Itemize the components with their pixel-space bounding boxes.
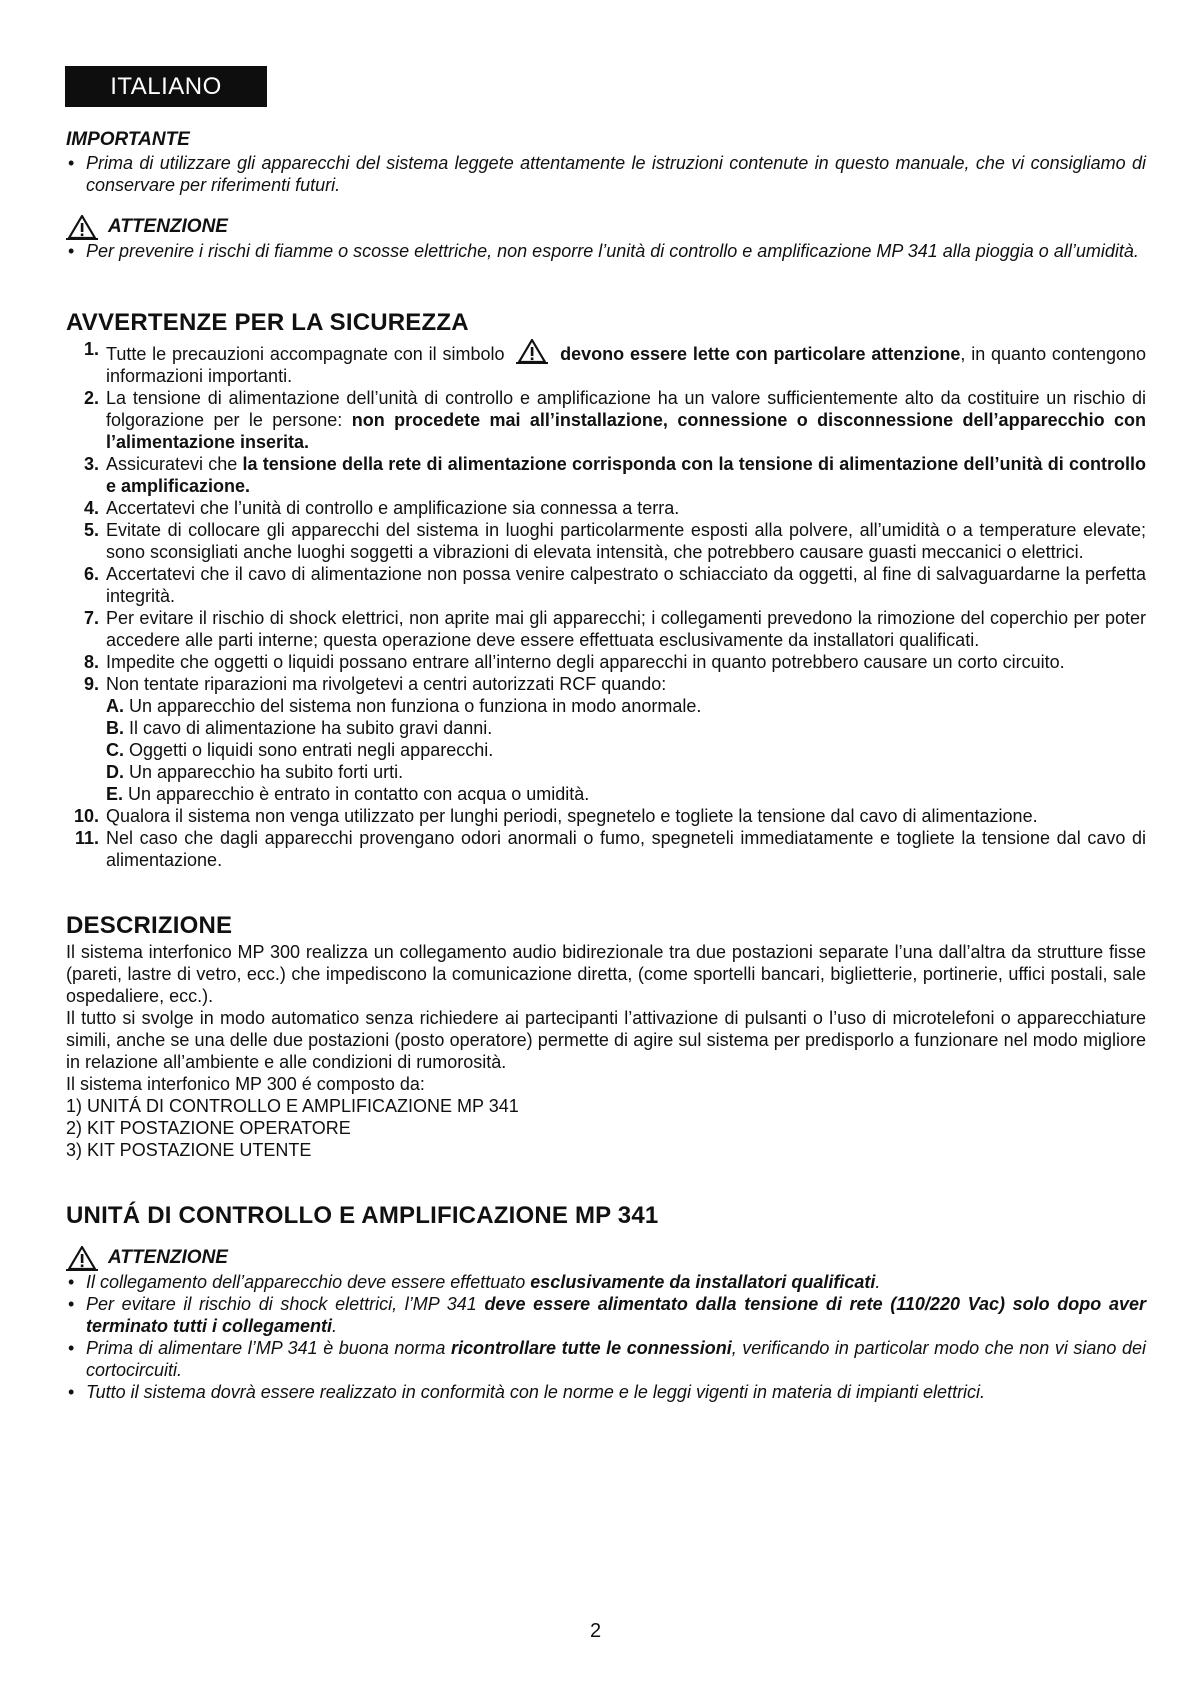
importante-title: IMPORTANTE bbox=[66, 129, 190, 150]
importante-list bbox=[66, 152, 1146, 196]
unita-bullet bbox=[66, 1337, 1146, 1381]
importante-section bbox=[66, 128, 1146, 196]
component-item: 1) UNITÁ DI CONTROLLO E AMPLIFICAZIONE MP 341 bbox=[66, 1096, 519, 1116]
unita-bullets bbox=[66, 1271, 1146, 1403]
warning-triangle-icon bbox=[66, 1245, 98, 1271]
attenzione-title-row bbox=[66, 214, 1146, 240]
item-number: 5. bbox=[83, 520, 99, 540]
item-text: Accertatevi che l’unità di controllo e amplificazione sia connessa a terra. bbox=[106, 498, 680, 518]
page-number: 2 bbox=[589, 1620, 602, 1642]
descrizione-section bbox=[66, 911, 1146, 1161]
item-number: 1. bbox=[83, 339, 99, 359]
item-number: 8. bbox=[83, 652, 99, 672]
bullet-text-post: , verificando in particolar modo che non vi siano dei cortocircuiti. bbox=[86, 1338, 1146, 1380]
sub-item-text: Un apparecchio è entrato in contatto con acqua o umidità. bbox=[123, 784, 590, 804]
item-number: 6. bbox=[83, 564, 99, 584]
item-number: 2. bbox=[83, 388, 99, 408]
safety-item bbox=[66, 338, 1146, 387]
bullet-text: Per evitare il rischio di shock elettrici, l’MP 341 bbox=[86, 1294, 485, 1314]
item-text-post: , in quanto contengono informazioni importanti. bbox=[106, 344, 1146, 386]
safety-item bbox=[66, 805, 1146, 827]
safety-item bbox=[66, 563, 1146, 607]
item-number: 11. bbox=[74, 828, 99, 848]
item-text: Impedite che oggetti o liquidi possano entrare all’interno degli apparecchi in quanto potrebbero causare un corto circuito. bbox=[106, 652, 1065, 672]
sub-item-letter: B. bbox=[106, 718, 124, 738]
sicurezza-heading: AVVERTENZE PER LA SICUREZZA bbox=[66, 309, 469, 336]
item-text: Assicuratevi che bbox=[106, 454, 243, 474]
importante-bullet: • Prima di utilizzare gli apparecchi del sistema leggete attentamente le istruzioni contenute in questo manuale, che vi consigliamo di conservare per riferimenti futuri. bbox=[66, 152, 1146, 196]
descrizione-paragraph: Il sistema interfonico MP 300 é composto da: bbox=[66, 1074, 425, 1094]
item-text: Tutte le precauzioni accompagnate con il simbolo bbox=[106, 344, 505, 364]
unita-bullet bbox=[66, 1293, 1146, 1337]
bullet-text-post: . bbox=[332, 1316, 338, 1336]
item-text: Per evitare il rischio di shock elettrici, non aprite mai gli apparecchi; i collegamenti prevedono la rimozione del coperchio per poter accedere alle parti interne; questa operazione deve essere effettuata esclusivamente da installatori qualificati. bbox=[106, 608, 1146, 650]
safety-item bbox=[66, 607, 1146, 651]
safety-item bbox=[66, 387, 1146, 453]
sub-item-text: Il cavo di alimentazione ha subito gravi danni. bbox=[124, 718, 493, 738]
item-bold-text: non procedete mai all’installazione, connessione o disconnessione dell’apparecchio con l’alimentazione inserita. bbox=[106, 410, 1146, 452]
sicurezza-section bbox=[66, 308, 1146, 871]
sub-item-letter: E. bbox=[106, 784, 124, 804]
safety-item bbox=[66, 673, 1146, 805]
sub-item bbox=[106, 717, 1146, 739]
sub-item-text: Un apparecchio del sistema non funziona o funziona in modo anormale. bbox=[124, 696, 702, 716]
unita-attenzione-title-row bbox=[66, 1245, 1146, 1271]
bullet-text: Il collegamento dell’apparecchio deve essere effettuato bbox=[86, 1272, 531, 1292]
descrizione-paragraph: Il sistema interfonico MP 300 realizza un collegamento audio bidirezionale tra due postazioni separate l’una dall’altra da strutture fisse (pareti, lastre di vetro, ecc.) che impediscono la comunicazione diretta, (come sportelli bancari, biglietterie, portinerie, uffici postali, sale ospedaliere, ecc.). bbox=[66, 942, 1146, 1006]
sub-item bbox=[106, 739, 1146, 761]
bullet-bold-text: ricontrollare tutte le connessioni bbox=[451, 1338, 732, 1358]
page-content bbox=[66, 128, 1146, 1403]
safety-item bbox=[66, 651, 1146, 673]
sub-item bbox=[106, 783, 1146, 805]
item-number: 3. bbox=[83, 454, 99, 474]
sub-item-letter: C. bbox=[106, 740, 124, 760]
language-badge: ITALIANO bbox=[65, 66, 267, 107]
safety-item bbox=[66, 519, 1146, 563]
item-text: Qualora il sistema non venga utilizzato per lunghi periodi, spegnetelo e togliete la tensione dal cavo di alimentazione. bbox=[106, 806, 1038, 826]
warning-triangle-icon bbox=[516, 338, 548, 364]
attenzione-bullet: • Per prevenire i rischi di fiamme o scosse elettriche, non esporre l’unità di controllo e amplificazione MP 341 alla pioggia o all’umidità. bbox=[66, 240, 1146, 262]
unita-bullet bbox=[66, 1381, 1146, 1403]
item-text: Non tentate riparazioni ma rivolgetevi a centri autorizzati RCF quando: bbox=[106, 674, 667, 694]
sicurezza-list bbox=[66, 338, 1146, 871]
sub-item-letter: A. bbox=[106, 696, 124, 716]
item-bold-text: la tensione della rete di alimentazione corrisponda con la tensione di alimentazione dell’unità di controllo e amplificazione. bbox=[106, 454, 1146, 496]
descrizione-heading: DESCRIZIONE bbox=[66, 912, 233, 939]
safety-item bbox=[66, 827, 1146, 871]
item-text: Accertatevi che il cavo di alimentazione non possa venire calpestrato o schiacciato da oggetti, al fine di salvaguardarne la perfetta integrità. bbox=[106, 564, 1146, 606]
component-item: 3) KIT POSTAZIONE UTENTE bbox=[66, 1140, 312, 1160]
sub-item bbox=[106, 761, 1146, 783]
item-bold-text: devono essere lette con particolare attenzione bbox=[560, 344, 961, 364]
unita-heading: UNITÁ DI CONTROLLO E AMPLIFICAZIONE MP 341 bbox=[66, 1202, 659, 1229]
warning-triangle-icon bbox=[66, 214, 98, 240]
item-text: La tensione di alimentazione dell’unità di controllo e amplificazione ha un valore sufficientemente alto da costituire un rischio di folgorazione per le persone: bbox=[106, 388, 1146, 430]
attenzione-title: ATTENZIONE bbox=[108, 216, 228, 237]
attenzione-list bbox=[66, 240, 1146, 262]
component-item: 2) KIT POSTAZIONE OPERATORE bbox=[66, 1118, 351, 1138]
sub-item-text: Oggetti o liquidi sono entrati negli apparecchi. bbox=[124, 740, 494, 760]
unita-section bbox=[66, 1201, 1146, 1403]
safety-item bbox=[66, 453, 1146, 497]
item-text: Nel caso che dagli apparecchi provengano odori anormali o fumo, spegneteli immediatamente e togliete la tensione dal cavo di alimentazione. bbox=[106, 828, 1146, 870]
item-number: 7. bbox=[83, 608, 99, 628]
bullet-text-post: . bbox=[875, 1272, 881, 1292]
repair-conditions-list bbox=[106, 695, 1146, 805]
bullet-bold-text: deve essere alimentato dalla tensione di rete (110/220 Vac) solo dopo aver terminato tutti i collegamenti bbox=[86, 1294, 1146, 1336]
unita-bullet bbox=[66, 1271, 1146, 1293]
attenzione-section bbox=[66, 214, 1146, 262]
bullet-text: Tutto il sistema dovrà essere realizzato in conformità con le norme e le leggi vigenti in materia di impianti elettrici. bbox=[86, 1382, 986, 1402]
bullet-text: Prima di alimentare l’MP 341 è buona norma bbox=[86, 1338, 451, 1358]
descrizione-paragraph: Il tutto si svolge in modo automatico senza richiedere ai partecipanti l’attivazione di pulsanti o l’uso di microtelefoni o apparecchiature simili, anche se una delle due postazioni (posto operatore) permette di agire sul sistema per predisporlo a funzionare nel modo migliore in relazione all’ambiente e alle condizioni di rumorosità. bbox=[66, 1008, 1146, 1072]
unita-attenzione-title: ATTENZIONE bbox=[108, 1247, 228, 1268]
sub-item bbox=[106, 695, 1146, 717]
sub-item-letter: D. bbox=[106, 762, 124, 782]
sub-item-text: Un apparecchio ha subito forti urti. bbox=[124, 762, 404, 782]
safety-item bbox=[66, 497, 1146, 519]
bullet-bold-text: esclusivamente da installatori qualificati bbox=[530, 1272, 876, 1292]
item-number: 4. bbox=[83, 498, 99, 518]
item-number: 10. bbox=[73, 806, 99, 826]
item-text: Evitate di collocare gli apparecchi del sistema in luoghi particolarmente esposti alla polvere, all’umidità o a temperature elevate; sono sconsigliati anche luoghi soggetti a vibrazioni di elevata intensità, che potrebbero causare guasti meccanici o elettrici. bbox=[106, 520, 1146, 562]
item-number: 9. bbox=[83, 674, 99, 694]
